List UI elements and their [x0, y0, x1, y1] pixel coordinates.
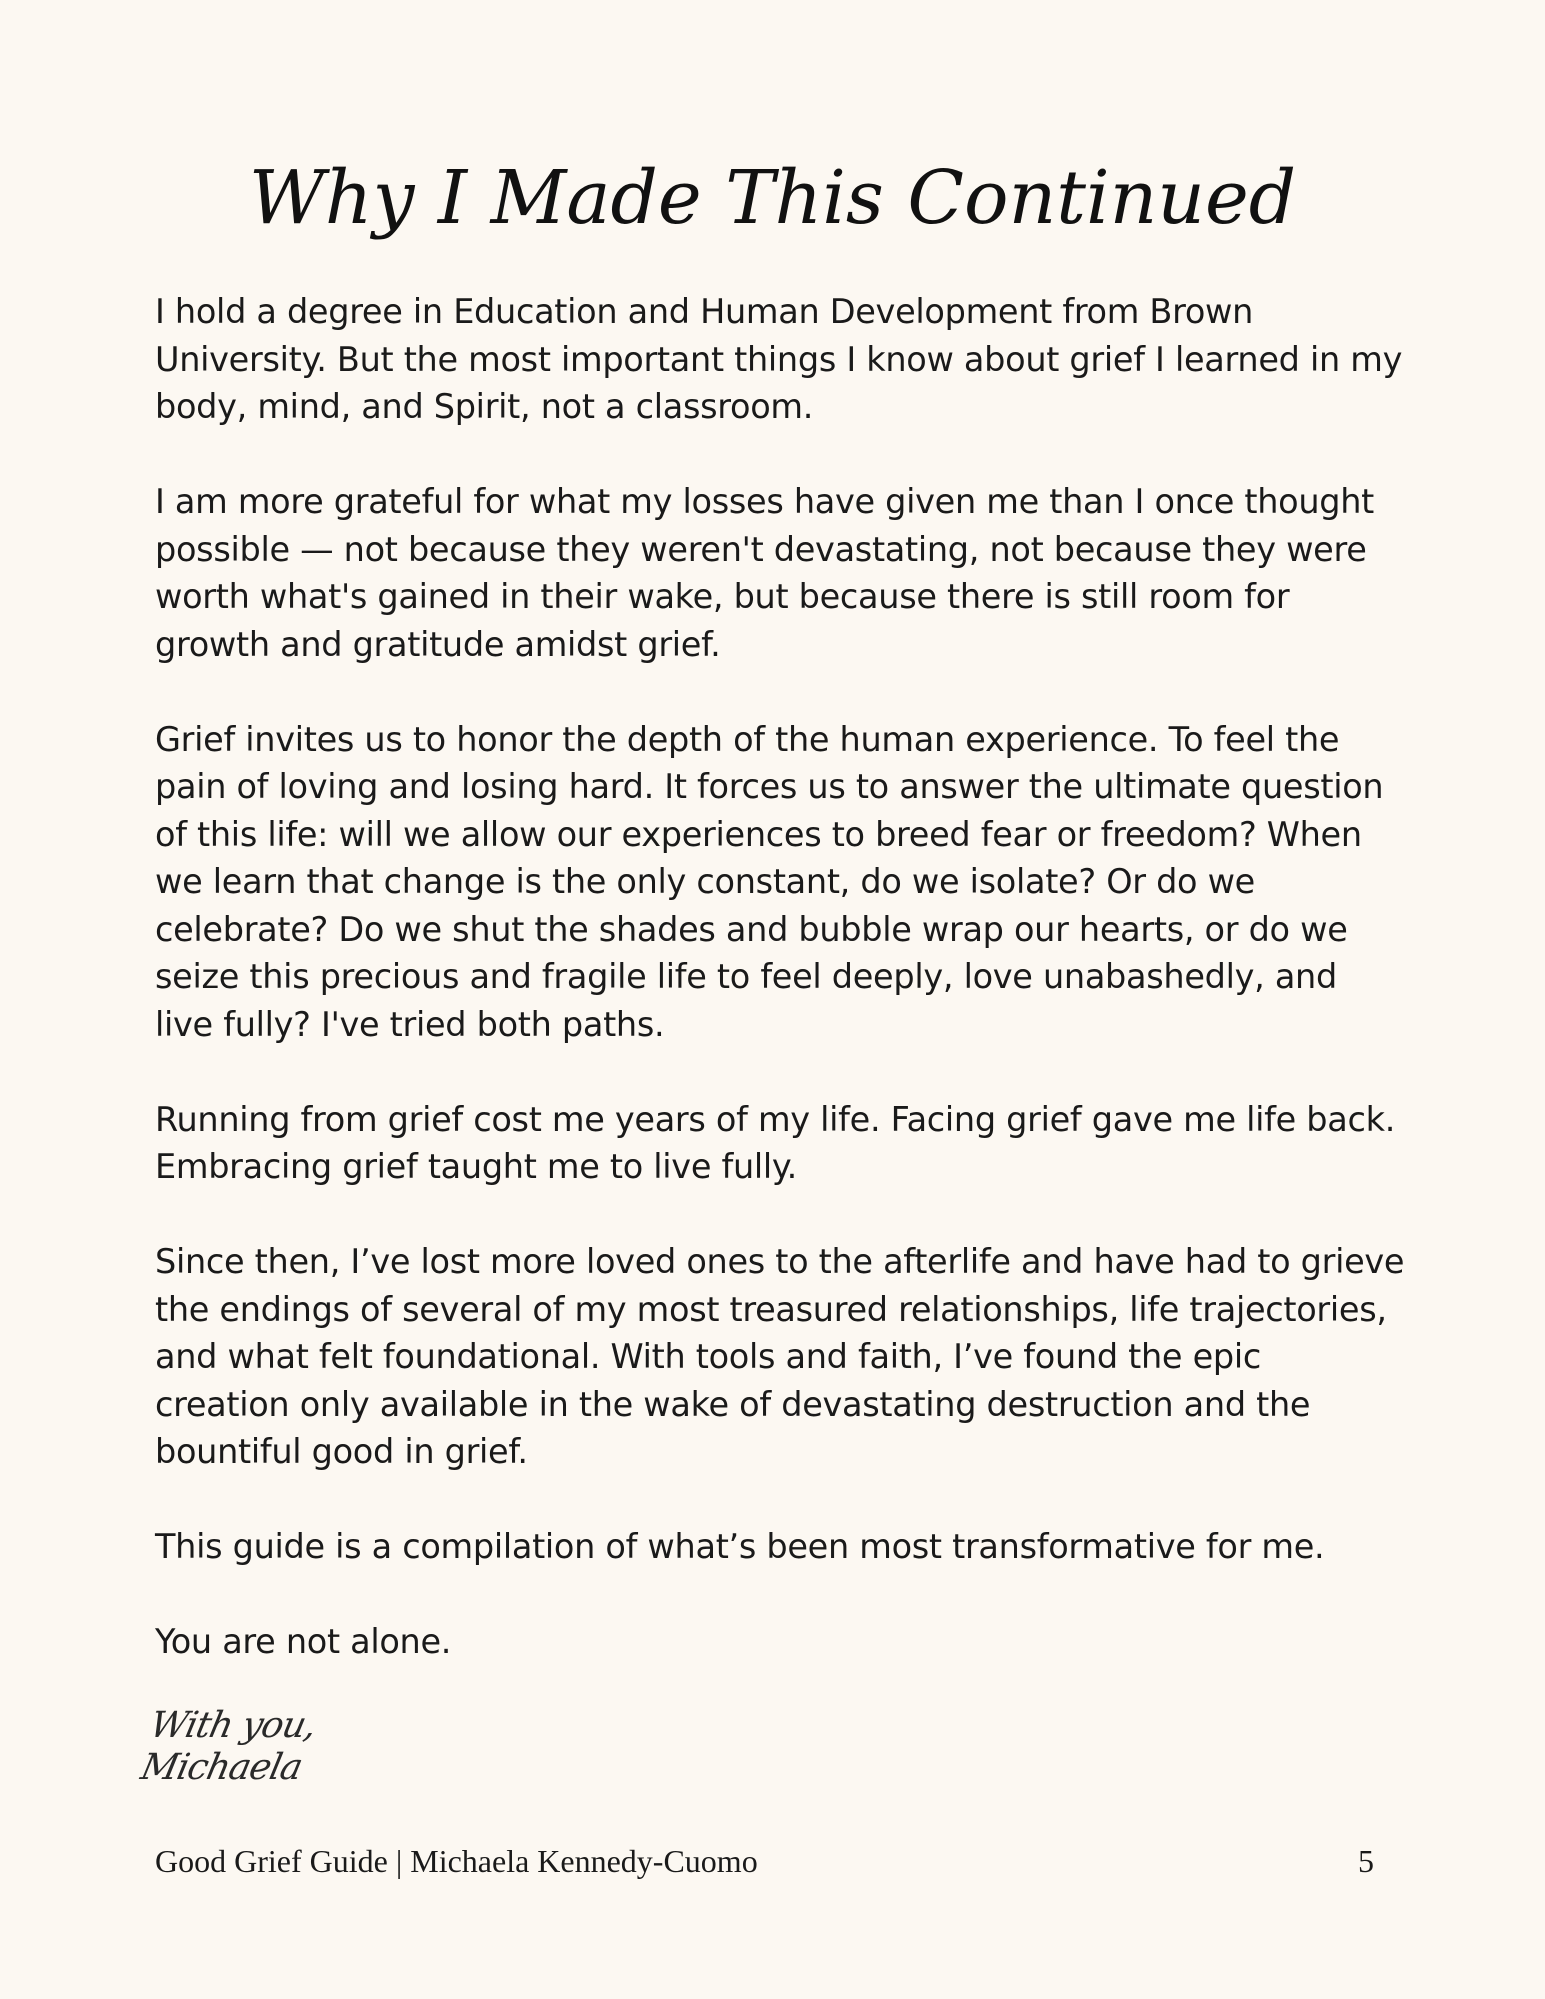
paragraph-not-alone: You are not alone. [155, 1622, 452, 1661]
paragraph-running: Running from grief cost me years of my life. Facing grief gave me life back. Embracing grief taught me to live fully. [155, 1099, 1396, 1186]
paragraph-grief-invites: Grief invites us to honor the depth of the human experience. To feel the pain of loving and losing hard. It forces us to answer the ultimate question of this life: will we allow our experiences to breed fear or freedom? When we learn that change is the only constant, do we isolate? Or do we celebrate? Do we shut the shades and bubble wrap our hearts, or do we seize this precious and fragile life to feel deeply, love unabashedly, and live fully? I've tried both paths. [155, 719, 1384, 1044]
signature [137, 1705, 319, 1789]
paragraph-degree: I hold a degree in Education and Human Development from Brown University. But the most important things I know about grief I learned in my body, mind, and Spirit, not a classroom. [155, 292, 1403, 426]
page-title: Why I Made This Continued [248, 155, 1297, 241]
page-number: 5 [1358, 1843, 1374, 1879]
body-text [155, 288, 1405, 1666]
signature-line-closing: With you, [146, 1705, 320, 1746]
signature-line-name: Michaela [137, 1747, 306, 1788]
footer-credit: Good Grief Guide | Michaela Kennedy-Cuomo [155, 1843, 758, 1879]
paragraph-since-then: Since then, I’ve lost more loved ones to the afterlife and have had to grieve the endings of several of my most treasured relationships, life trajectories, and what felt foundational. With tools and faith, I’ve found the epic creation only available in the wake of devastating destruction and the bountiful good in grief. [155, 1242, 1405, 1471]
paragraph-guide: This guide is a compilation of what’s been most transformative for me. [155, 1527, 1325, 1566]
paragraph-gratitude: I am more grateful for what my losses have given me than I once thought possible — not because they weren't devastating, not because they were worth what's gained in their wake, but because there is still room for growth and gratitude amidst grief. [155, 482, 1375, 664]
